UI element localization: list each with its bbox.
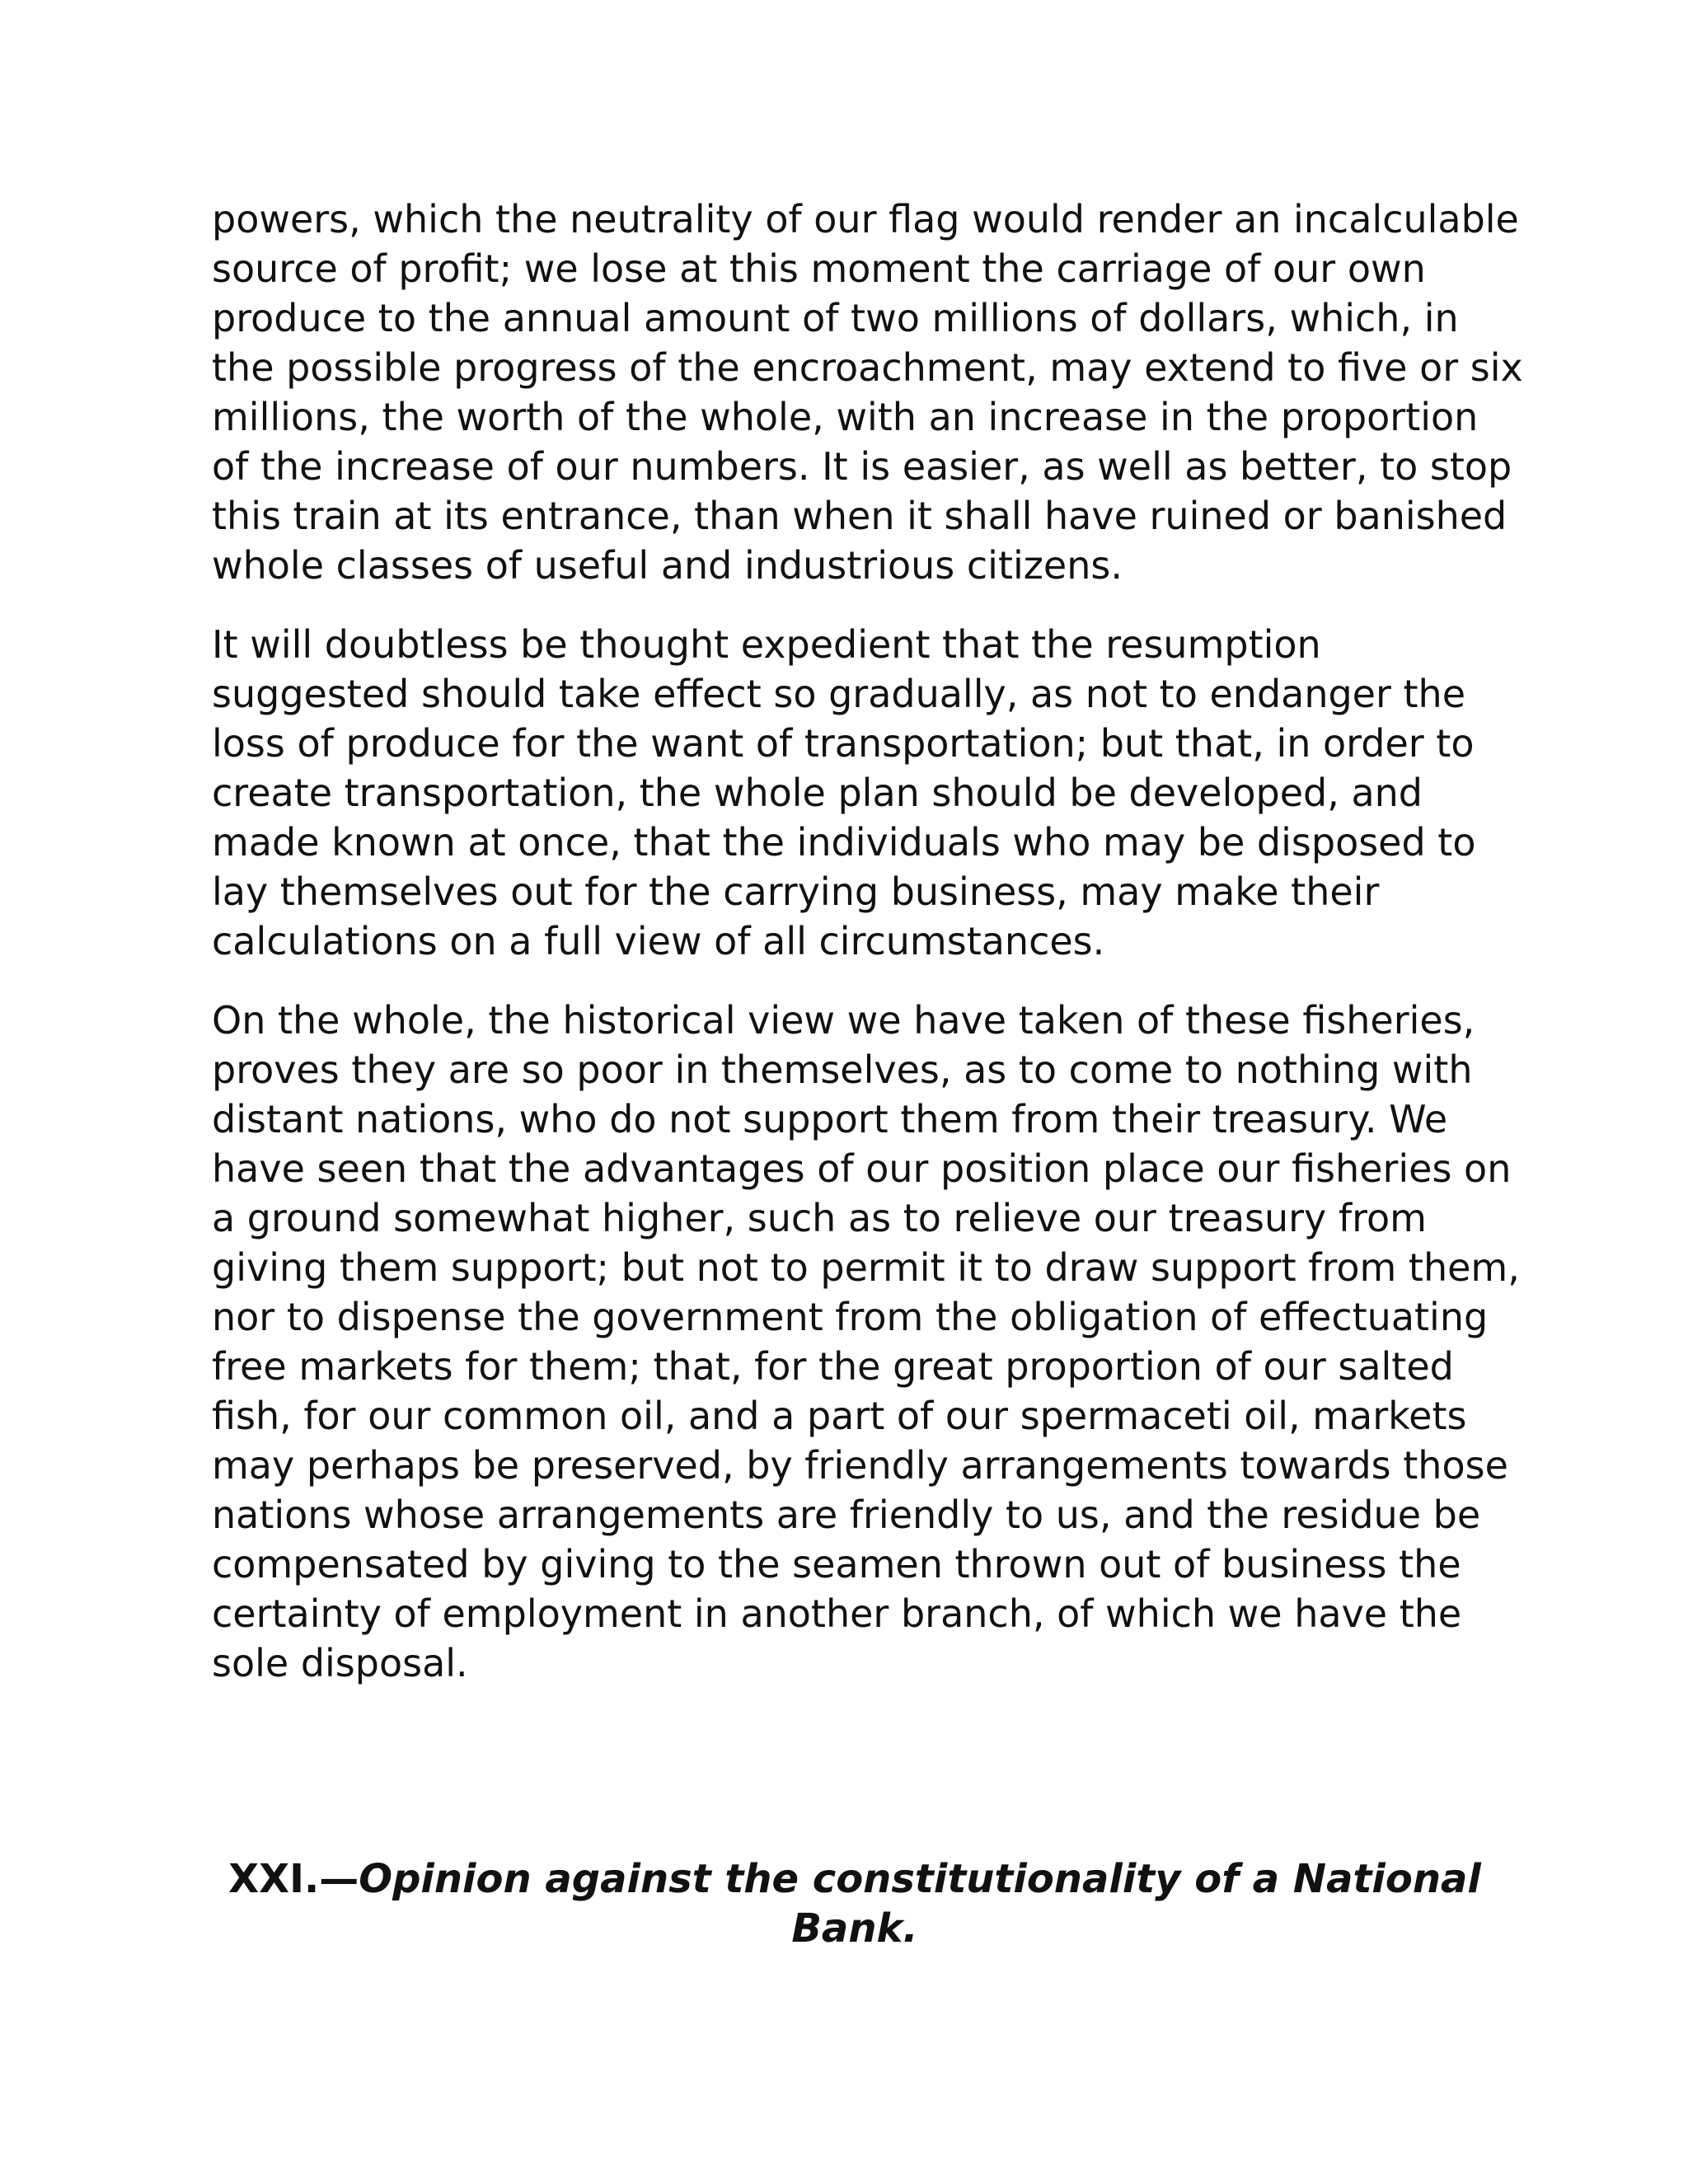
text-line: lay themselves out for the carrying business, may make their	[212, 869, 1380, 914]
text-line: of the increase of our numbers. It is easier, as well as better, to stop	[212, 444, 1512, 489]
heading-number: XXI.—	[228, 1856, 359, 1902]
text-line: calculations on a full view of all circumstances.	[212, 919, 1105, 963]
heading-title-line-2: Bank.	[791, 1905, 918, 1952]
text-line: nor to dispense the government from the obligation of effectuating	[212, 1295, 1489, 1339]
text-line: suggested should take effect so gradually, as not to endanger the	[212, 672, 1466, 716]
text-line: proves they are so poor in themselves, as to come to nothing with	[212, 1047, 1473, 1092]
text-line: certainty of employment in another branch, of which we have the	[212, 1591, 1462, 1636]
text-line: whole classes of useful and industrious citizens.	[212, 543, 1123, 588]
paragraph-1	[212, 194, 1523, 590]
text-line: powers, which the neutrality of our flag would render an incalculable	[212, 197, 1519, 241]
text-line: this train at its entrance, than when it shall have ruined or banished	[212, 494, 1507, 538]
text-line: compensated by giving to the seamen thrown out of business the	[212, 1542, 1461, 1586]
paragraph-3	[212, 996, 1520, 1688]
section-heading	[212, 1854, 1498, 1953]
text-line: may perhaps be preserved, by friendly arrangements towards those	[212, 1443, 1508, 1488]
text-line: produce to the annual amount of two millions of dollars, which, in	[212, 296, 1459, 340]
text-line: It will doubtless be thought expedient that the resumption	[212, 622, 1321, 667]
text-line: millions, the worth of the whole, with an increase in the proportion	[212, 395, 1479, 439]
text-line: loss of produce for the want of transportation; but that, in order to	[212, 721, 1475, 766]
text-line: a ground somewhat higher, such as to relieve our treasury from	[212, 1196, 1427, 1240]
text-line: have seen that the advantages of our position place our fisheries on	[212, 1146, 1512, 1191]
heading-title-line-1: Opinion against the constitutionality of a National	[359, 1856, 1481, 1902]
text-line: made known at once, that the individuals who may be disposed to	[212, 820, 1476, 865]
paragraph-2	[212, 620, 1498, 966]
text-line: source of profit; we lose at this moment the carriage of our own	[212, 246, 1426, 291]
text-line: create transportation, the whole plan should be developed, and	[212, 771, 1423, 815]
text-line: nations whose arrangements are friendly to us, and the residue be	[212, 1493, 1481, 1537]
text-line: free markets for them; that, for the great proportion of our salted	[212, 1344, 1454, 1389]
text-line: On the whole, the historical view we have taken of these fisheries,	[212, 998, 1475, 1043]
text-line: giving them support; but not to permit it to draw support from them,	[212, 1245, 1520, 1290]
text-line: fish, for our common oil, and a part of our spermaceti oil, markets	[212, 1394, 1467, 1438]
document-body	[212, 194, 1523, 1718]
text-line: distant nations, who do not support them from their treasury. We	[212, 1097, 1448, 1141]
text-line: sole disposal.	[212, 1641, 468, 1685]
text-line: the possible progress of the encroachment, may extend to five or six	[212, 345, 1523, 390]
